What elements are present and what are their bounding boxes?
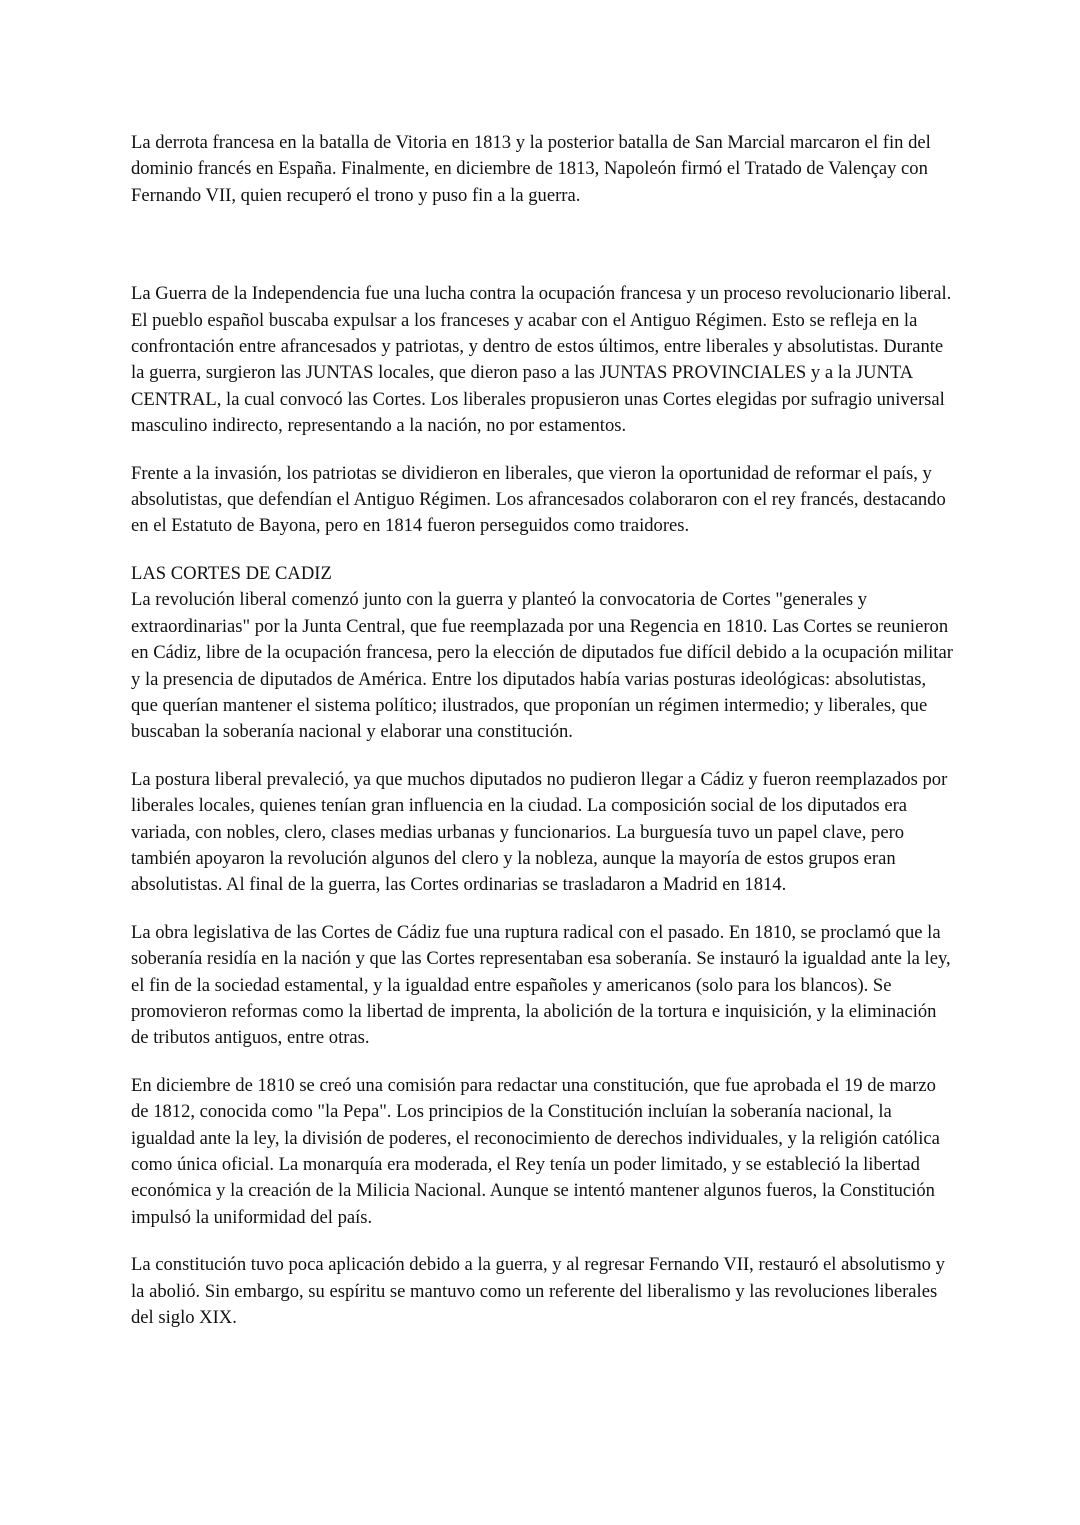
- paragraph-constitucion: En diciembre de 1810 se creó una comisión para redactar una constitución, que fue aprobada el 19 de marzo de 1812, conocida como "la Pepa". Los principios de la Constitución incluían la soberanía nacional, la igualdad ante la ley, la división de poderes, el reconocimiento de derechos individuales, y la religión católica como única oficial. La monarquía era moderada, el Rey tenía un poder limitado, y se estableció la libertad económica y la creación de la Milicia Nacional. Aunque se intentó mantener algunos fueros, la Constitución impulsó la uniformidad del país.: [131, 1074, 940, 1228]
- paragraph-vitoria: La derrota francesa en la batalla de Vitoria en 1813 y la posterior batalla de San Marcial marcaron el fin del dominio francés en España. Finalmente, en diciembre de 1813, Napoleón firmó el Tratado de Valençay con Fernando VII, quien recuperó el trono y puso fin a la guerra.: [131, 132, 931, 206]
- paragraph-revolucion-liberal: La revolución liberal comenzó junto con la guerra y planteó la convocatoria de Cortes "generales y extraordinarias" por la Junta Central, que fue reemplazada por una Regencia en 1810. Las Cortes se reunieron en Cádiz, libre de la ocupación francesa, pero la elección de diputados fue difícil debido a la ocupación militar y la presencia de diputados de América. Entre los diputados había varias posturas ideológicas: absolutistas, que querían mantener el sistema político; ilustrados, que proponían un régimen intermedio; y liberales, que buscaban la soberanía nacional y elaborar una constitución.: [131, 589, 953, 743]
- paragraph-obra-legislativa: La obra legislativa de las Cortes de Cádiz fue una ruptura radical con el pasado. En 1810, se proclamó que la soberanía residía en la nación y que las Cortes representaban esa soberanía. Se instauró la igualdad ante la ley, el fin de la sociedad estamental, y la igualdad entre españoles y americanos (solo para los blancos). Se promovieron reformas como la libertad de imprenta, la abolición de la tortura e inquisición, y la eliminación de tributos antiguos, entre otras.: [131, 921, 951, 1049]
- paragraph-guerra-independencia: La Guerra de la Independencia fue una lucha contra la ocupación francesa y un proceso revolucionario liberal. El pueblo español buscaba expulsar a los franceses y acabar con el Antiguo Régimen. Esto se refleja en la confrontación entre afrancesados y patriotas, y dentro de estos últimos, entre liberales y absolutistas. Durante la guerra, surgieron las JUNTAS locales, que dieron paso a las JUNTAS PROVINCIALES y a la JUNTA CENTRAL, la cual convocó las Cortes. Los liberales propusieron unas Cortes elegidas por sufragio universal masculino indirecto, representando a la nación, no por estamentos.: [131, 283, 952, 437]
- section-heading-cortes: LAS CORTES DE CADIZ: [131, 562, 332, 584]
- paragraph-postura-liberal: La postura liberal prevaleció, ya que muchos diputados no pudieron llegar a Cádiz y fueron reemplazados por liberales locales, quienes tenían gran influencia en la ciudad. La composición social de los diputados era variada, con nobles, clero, clases medias urbanas y funcionarios. La burguesía tuvo un papel clave, pero también apoyaron la revolución algunos del clero y la nobleza, aunque la mayoría de estos grupos eran absolutistas. Al final de la guerra, las Cortes ordinarias se trasladaron a Madrid en 1814.: [131, 768, 948, 896]
- paragraph-patriotas: Frente a la invasión, los patriotas se dividieron en liberales, que vieron la oportunidad de reformar el país, y absolutistas, que defendían el Antiguo Régimen. Los afrancesados colaboraron con el rey francés, destacando en el Estatuto de Bayona, pero en 1814 fueron perseguidos como traidores.: [131, 462, 946, 537]
- paragraph-aplicacion: La constitución tuvo poca aplicación debido a la guerra, y al regresar Fernando VII, restauró el absolutismo y la abolió. Sin embargo, su espíritu se mantuvo como un referente del liberalismo y las revoluciones liberales del siglo XIX.: [131, 1254, 945, 1329]
- document-body: [131, 130, 953, 1352]
